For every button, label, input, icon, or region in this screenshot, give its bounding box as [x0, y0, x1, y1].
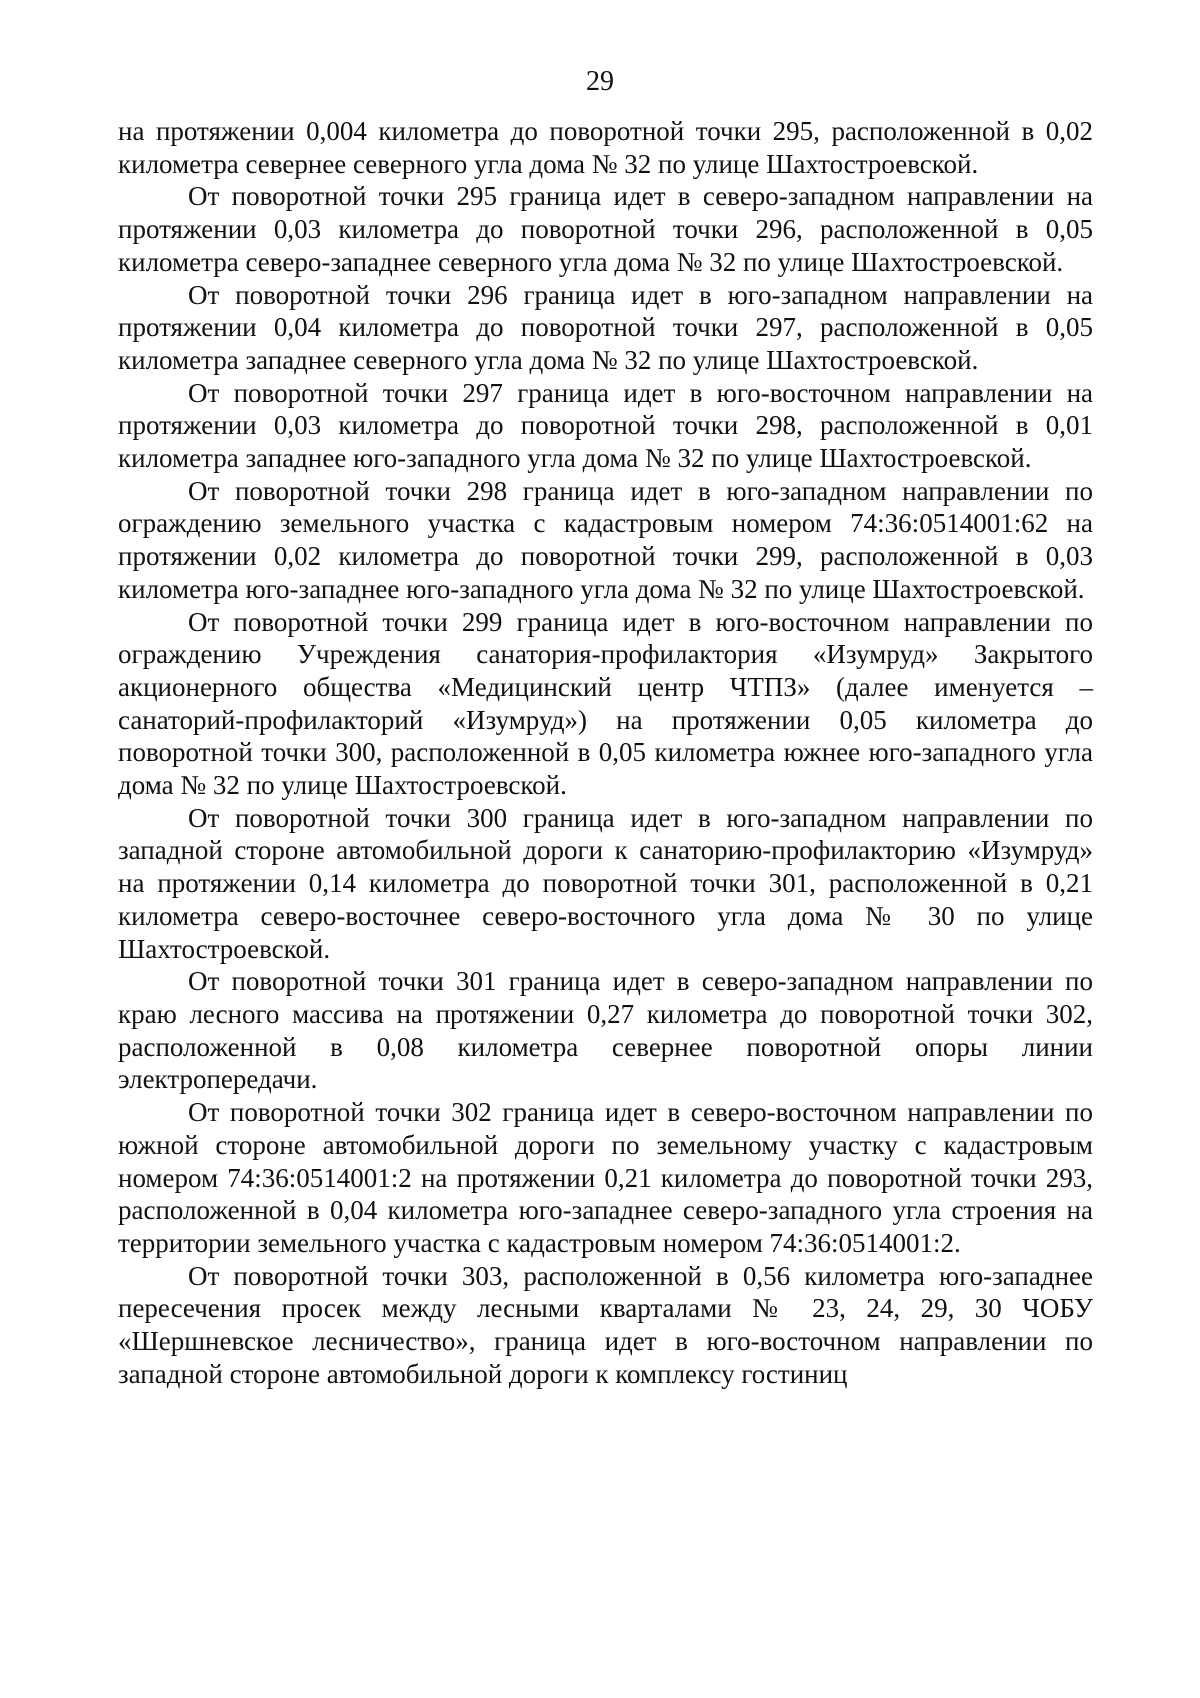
paragraph-point-303: От поворотной точки 303, расположенной в 0,56 километра юго-западнее пересечения просек между лесными кварталами № 23, 24, 29, 30 ЧОБУ «Шершневское лесничество», граница идет в юго-восточном направлении по западной стороне автомобильной дороги к комплексу гостиниц [118, 1260, 1093, 1389]
paragraph-point-302: От поворотной точки 302 граница идет в северо-восточном направлении по южной стороне автомобильной дороги по земельному участку с кадастровым номером 74:36:0514001:2 на протяжении 0,21 километра до поворотной точки 293, расположенной в 0,04 километра юго-западнее северо-западного угла строения на территории земельного участка с кадастровым номером 74:36:0514001:2. [118, 1097, 1093, 1258]
paragraph-point-300: От поворотной точки 300 граница идет в юго-западном направлении по западной стороне автомобильной дороги к санаторию-профилакторию «Изумруд» на протяжении 0,14 километра до поворотной точки 301, расположенной в 0,21 километра северо-восточнее северо-восточного угла дома № 30 по улице Шахтостроевской. [118, 802, 1093, 964]
paragraph-continuation: на протяжении 0,004 километра до поворотной точки 295, расположенной в 0,02 километра севернее северного угла дома № 32 по улице Шахтостроевской. [118, 116, 1093, 179]
paragraph-point-301: От поворотной точки 301 граница идет в северо-западном направлении по краю лесного массива на протяжении 0,27 километра до поворотной точки 302, расположенной в 0,08 километра севернее поворотной опоры линии электропередачи. [118, 966, 1093, 1095]
paragraph-point-296: От поворотной точки 296 граница идет в юго-западном направлении на протяжении 0,04 километра до поворотной точки 297, расположенной в 0,05 километра западнее северного угла дома № 32 по улице Шахтостроевской. [118, 279, 1093, 375]
paragraph-point-299: От поворотной точки 299 граница идет в юго-восточном направлении по ограждению Учреждения санатория-профилактория «Изумруд» Закрытого акционерного общества «Медицинский центр ЧТПЗ» (далее именуется – санаторий-профилакторий «Изумруд») на протяжении 0,05 километра до поворотной точки 300, расположенной в 0,05 километра южнее юго-западного угла дома № 32 по улице Шахтостроевской. [118, 606, 1093, 801]
paragraph-point-298: От поворотной точки 298 граница идет в юго-западном направлении по ограждению земельного участка с кадастровым номером 74:36:0514001:62 на протяжении 0,02 километра до поворотной точки 299, расположенной в 0,03 километра юго-западнее юго-западного угла дома № 32 по улице Шахтостроевской. [118, 475, 1093, 604]
document-body [118, 115, 1093, 1390]
paragraph-point-297: От поворотной точки 297 граница идет в юго-восточном направлении на протяжении 0,03 километра до поворотной точки 298, расположенной в 0,01 километра западнее юго-западного угла дома № 32 по улице Шахтостроевской. [118, 377, 1093, 474]
paragraph-point-295: От поворотной точки 295 граница идет в северо-западном направлении на протяжении 0,03 километра до поворотной точки 296, расположенной в 0,05 километра северо-западнее северного угла дома № 32 по улице Шахтостроевской. [118, 181, 1093, 277]
page-number: 29 [586, 66, 614, 97]
